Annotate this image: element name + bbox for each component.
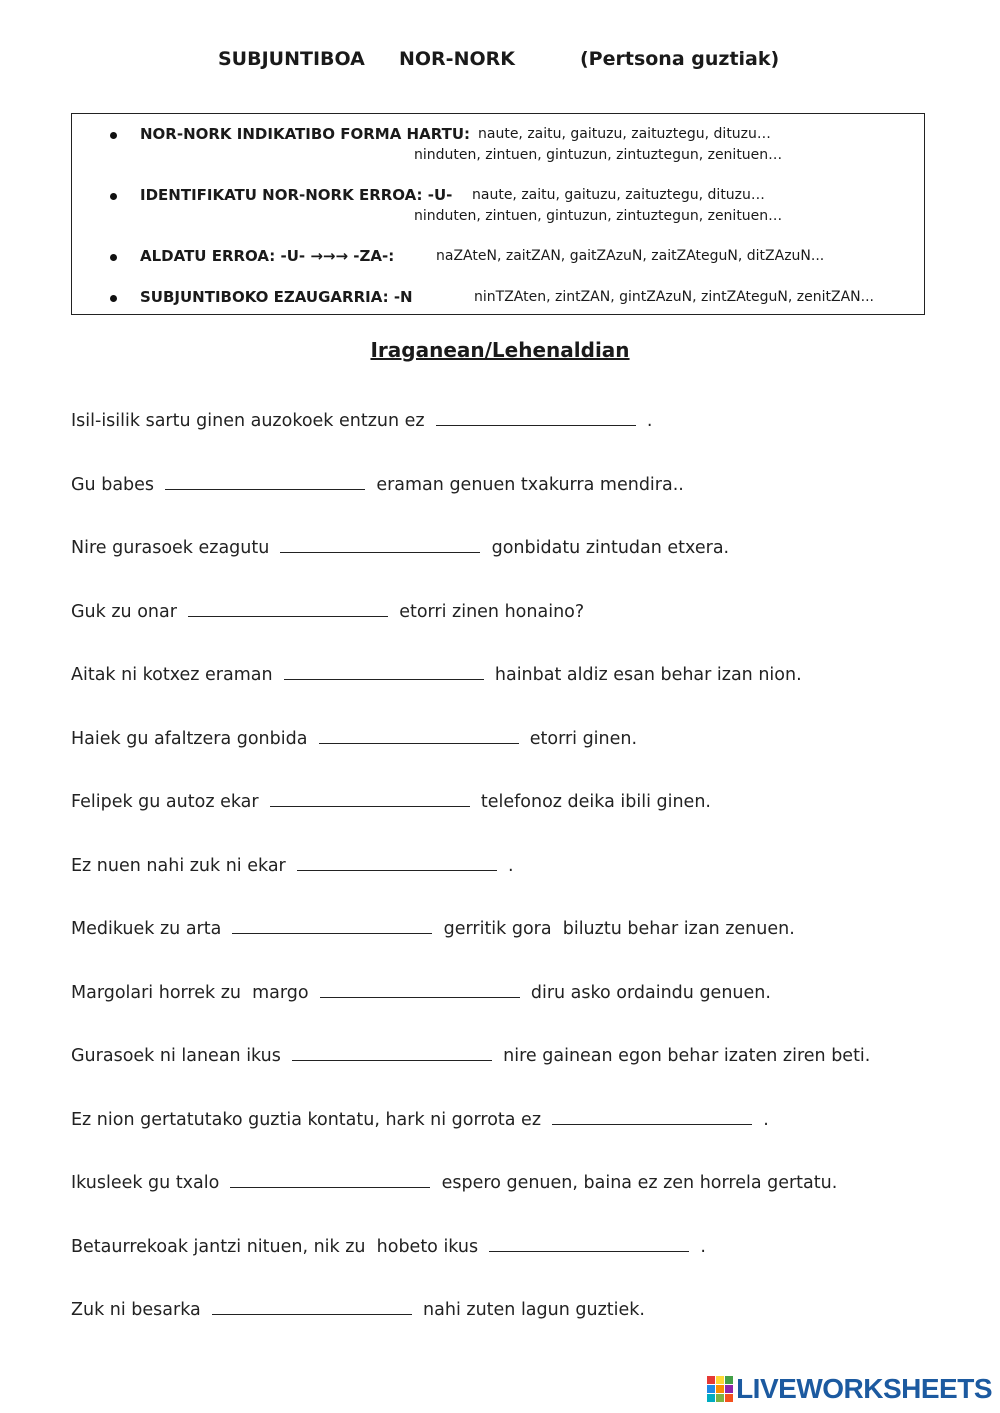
sentence-end: eraman genuen txakurra mendira..	[376, 474, 684, 495]
sentence-start: Ez nion gertatutako guztia kontatu, hark ni gorrota ez	[71, 1109, 542, 1130]
sentence-start: Felipek gu autoz ekar	[71, 792, 259, 812]
answer-blank[interactable]	[436, 408, 636, 426]
exercise-sentence	[71, 1043, 870, 1066]
answer-blank[interactable]	[552, 1107, 752, 1125]
sentence-start: Medikuek zu arta	[71, 919, 222, 939]
sentence-end: diru asko ordaindu genuen.	[530, 982, 771, 1003]
sentence-start: Isil-isilik sartu ginen auzokoek entzun ez	[71, 411, 425, 431]
sentence-start: Nire gurasoek ezagutu	[71, 538, 270, 558]
sentence-end: .	[508, 855, 514, 876]
exercise-sentence	[71, 726, 637, 749]
sentence-start: Gurasoek ni lanean ikus	[71, 1046, 281, 1066]
rules-box	[71, 113, 925, 315]
bullet-icon	[110, 132, 117, 139]
answer-blank[interactable]	[319, 726, 519, 744]
answer-blank[interactable]	[188, 599, 388, 617]
rule-label: NOR-NORK INDIKATIBO FORMA HARTU:	[140, 125, 470, 143]
exercise-sentence	[71, 853, 514, 876]
sentence-end: .	[700, 1236, 706, 1257]
title-nor-nork: NOR-NORK	[399, 48, 515, 70]
exercise-sentence	[71, 1170, 837, 1193]
sentence-end: telefonoz deika ibili ginen.	[480, 792, 711, 812]
sentence-end: gerritik gora biluztu behar izan zenuen.	[443, 919, 795, 939]
sentence-end: espero genuen, baina ez zen horrela gertatu.	[441, 1173, 838, 1193]
answer-blank[interactable]	[320, 980, 520, 998]
sentence-end: etorri ginen.	[529, 728, 638, 749]
bullet-icon	[110, 193, 117, 200]
sentence-end: .	[646, 411, 653, 431]
sentence-end: nahi zuten lagun guztiek.	[423, 1300, 645, 1320]
sentence-end: etorri zinen honaino?	[399, 601, 585, 622]
sentence-end: hainbat aldiz esan behar izan nion.	[494, 665, 802, 685]
rule-example: ninTZAten, zintZAN, gintZAzuN, zintZAteguN, zenitZAN...	[474, 289, 874, 305]
answer-blank[interactable]	[230, 1170, 430, 1188]
sentence-start: Haiek gu afaltzera gonbida	[71, 728, 308, 749]
bullet-icon	[110, 254, 117, 261]
sentence-start: Zuk ni besarka	[71, 1300, 201, 1320]
exercise-sentence	[71, 535, 729, 558]
sentence-start: Ez nuen nahi zuk ni ekar	[71, 855, 286, 876]
answer-blank[interactable]	[232, 916, 432, 934]
liveworksheets-logo	[707, 1375, 992, 1403]
rule-example: naute, zaitu, gaituzu, zaituztegu, dituzu…	[472, 187, 765, 203]
rule-example: ninduten, zintuen, gintuzun, zintuztegun, zenituen…	[414, 147, 783, 163]
rule-label: SUBJUNTIBOKO EZAUGARRIA: -N	[140, 288, 413, 306]
title-persons: (Pertsona guztiak)	[580, 48, 780, 70]
logo-icon	[707, 1376, 733, 1402]
exercise-sentence	[71, 789, 711, 812]
rule-example: naZAteN, zaitZAN, gaitZAzuN, zaitZAteguN, ditZAzuN...	[436, 248, 825, 264]
section-title: Iraganean/Lehenaldian	[370, 338, 630, 362]
exercise-sentence	[71, 472, 684, 495]
answer-blank[interactable]	[212, 1297, 412, 1315]
bullet-icon	[110, 295, 117, 302]
sentence-start: Aitak ni kotxez eraman	[71, 665, 273, 685]
answer-blank[interactable]	[280, 535, 480, 553]
exercise-sentence	[71, 599, 584, 622]
sentence-end: nire gainean egon behar izaten ziren beti.	[503, 1046, 871, 1066]
rule-label: IDENTIFIKATU NOR-NORK ERROA: -U-	[140, 186, 453, 204]
rule-example: ninduten, zintuen, gintuzun, zintuztegun, zenituen…	[414, 208, 783, 224]
sentence-end: .	[763, 1109, 769, 1130]
sentence-start: Gu babes	[71, 474, 155, 495]
exercise-sentence	[71, 408, 652, 431]
sentence-start: Guk zu onar	[71, 601, 177, 622]
rule-example: naute, zaitu, gaituzu, zaituztegu, dituzu…	[478, 126, 771, 142]
logo-text: LIVEWORKSHEETS	[736, 1373, 992, 1404]
rule-label: ALDATU ERROA: -U- →→→ -ZA-:	[140, 247, 395, 265]
sentence-start: Margolari horrek zu margo	[71, 982, 309, 1003]
exercise-sentence	[71, 662, 802, 685]
exercise-sentence	[71, 1107, 769, 1130]
title-subjuntiboa: SUBJUNTIBOA	[218, 48, 365, 70]
answer-blank[interactable]	[270, 789, 470, 807]
exercise-sentence	[71, 916, 795, 939]
exercise-sentence	[71, 1297, 645, 1320]
answer-blank[interactable]	[489, 1234, 689, 1252]
exercise-sentence	[71, 980, 771, 1003]
sentence-start: Ikusleek gu txalo	[71, 1173, 220, 1193]
answer-blank[interactable]	[284, 662, 484, 680]
sentence-end: gonbidatu zintudan etxera.	[491, 538, 730, 558]
sentence-start: Betaurrekoak jantzi nituen, nik zu hobeto ikus	[71, 1236, 479, 1257]
answer-blank[interactable]	[297, 853, 497, 871]
answer-blank[interactable]	[165, 472, 365, 490]
answer-blank[interactable]	[292, 1043, 492, 1061]
exercise-sentence	[71, 1234, 706, 1257]
